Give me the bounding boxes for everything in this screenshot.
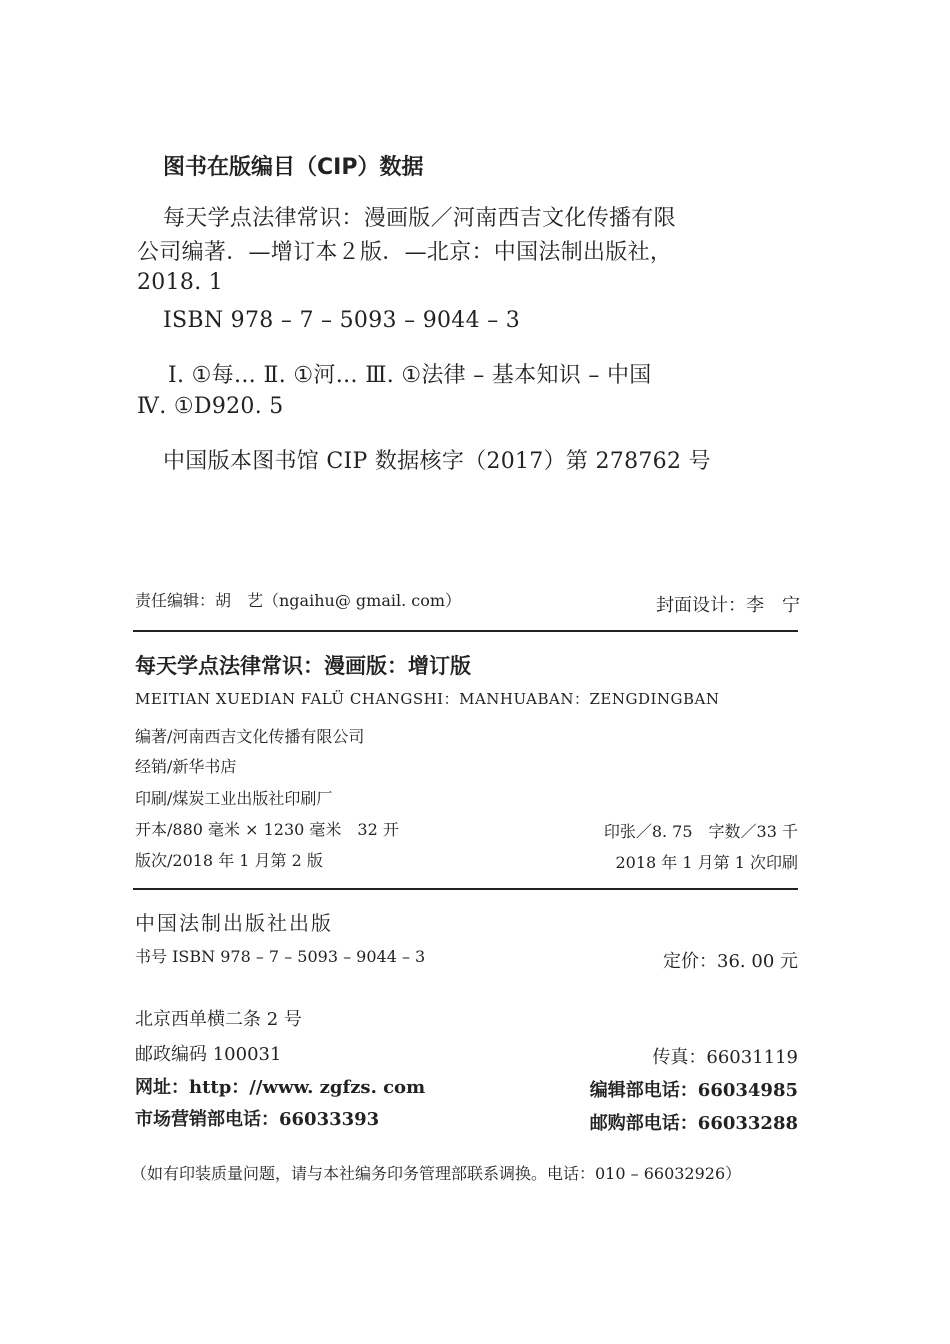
book-printer: 印刷/煤炭工业出版社印刷厂 (135, 789, 333, 808)
price: 定价：36. 00 元 (663, 951, 798, 972)
book-printing: 2018 年 1 月第 1 次印刷 (615, 853, 798, 872)
book-edition: 版次/2018 年 1 月第 2 版 (135, 851, 323, 870)
editorial-phone: 编辑部电话：66034985 (589, 1080, 798, 1101)
book-title: 每天学点法律常识：漫画版：增订版 (135, 654, 471, 678)
divider-bottom (133, 888, 798, 890)
fax: 传真：66031119 (652, 1047, 798, 1068)
quality-notice: （如有印装质量问题，请与本社编务印务管理部联系调换。电话：010 – 66032926） (131, 1164, 742, 1183)
postcode: 邮政编码 100031 (135, 1044, 282, 1065)
cip-record-number: 中国版本图书馆 CIP 数据核字（2017）第 278762 号 (163, 449, 711, 474)
cip-classification-1: Ⅰ. ①每… Ⅱ. ①河… Ⅲ. ①法律 – 基本知识 – 中国 (168, 363, 652, 388)
cip-line-3: 2018. 1 (137, 270, 224, 295)
book-format: 开本/880 毫米 × 1230 毫米 32 开 (135, 820, 399, 839)
book-author: 编著/河南西吉文化传播有限公司 (135, 727, 365, 746)
responsible-editor: 责任编辑：胡 艺（ngaihu@ gmail. com） (135, 591, 462, 610)
cip-heading: 图书在版编目（CIP）数据 (163, 155, 424, 180)
book-distributor: 经销/新华书店 (135, 757, 237, 776)
marketing-phone: 市场营销部电话：66033393 (135, 1109, 380, 1130)
divider-top (133, 630, 798, 632)
website: 网址：http：//www. zgfzs. com (135, 1077, 426, 1098)
cip-classification-2: Ⅳ. ①D920. 5 (137, 394, 284, 419)
cip-line-2: 公司编著．—增订本２版．—北京：中国法制出版社， (137, 240, 673, 265)
book-number: 书号 ISBN 978 – 7 – 5093 – 9044 – 3 (135, 947, 426, 966)
book-title-pinyin: MEITIAN XUEDIAN FALÜ CHANGSHI：MANHUABAN：ZENGDINGBAN (135, 690, 720, 708)
cip-isbn: ISBN 978 – 7 – 5093 – 9044 – 3 (163, 308, 521, 333)
publisher-address: 北京西单横二条 2 号 (135, 1009, 302, 1030)
cip-line-1: 每天学点法律常识：漫画版／河南西吉文化传播有限 (163, 206, 676, 231)
book-sheets-wordcount: 印张／8. 75 字数／33 千 (603, 822, 798, 841)
cover-designer: 封面设计：李 宁 (656, 595, 800, 616)
publisher-name: 中国法制出版社出版 (135, 911, 333, 935)
mailorder-phone: 邮购部电话：66033288 (589, 1113, 798, 1134)
